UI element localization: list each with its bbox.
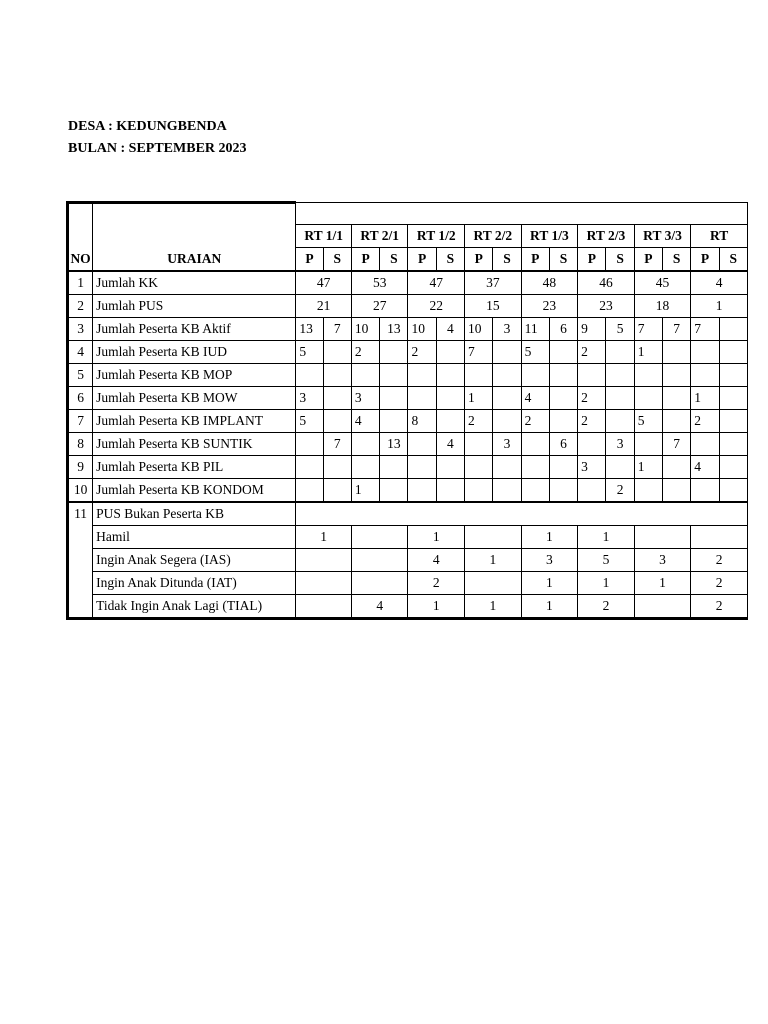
section-no: 11 <box>68 502 93 619</box>
row-value: 2 <box>578 594 635 618</box>
row-value: 22 <box>408 294 465 317</box>
s-value: 6 <box>549 432 577 455</box>
p-value: 2 <box>521 409 549 432</box>
s-value <box>663 409 691 432</box>
table-viewport <box>66 201 738 613</box>
p-header: P <box>521 247 549 271</box>
row-value: 1 <box>465 594 522 618</box>
row-label: Jumlah PUS <box>93 294 296 317</box>
row-label: Ingin Anak Segera (IAS) <box>93 548 296 571</box>
row-value: 5 <box>578 548 635 571</box>
rt-header-spacer <box>296 203 748 225</box>
uraian-header: URAIAN <box>93 247 296 271</box>
row-label: Jumlah Peserta KB KONDOM <box>93 478 296 502</box>
p-value <box>465 455 493 478</box>
s-value <box>549 340 577 363</box>
s-value <box>719 409 747 432</box>
p-value <box>408 455 436 478</box>
p-value <box>691 363 719 386</box>
s-value: 3 <box>606 432 634 455</box>
row-label: Jumlah Peserta KB IUD <box>93 340 296 363</box>
s-header: S <box>436 247 464 271</box>
s-value <box>323 386 351 409</box>
s-value <box>436 363 464 386</box>
p-value <box>465 363 493 386</box>
s-value <box>380 409 408 432</box>
row-no: 2 <box>68 294 93 317</box>
s-value <box>493 455 521 478</box>
row-value <box>465 571 522 594</box>
p-value <box>521 363 549 386</box>
s-value: 3 <box>493 317 521 340</box>
row-value: 18 <box>634 294 691 317</box>
p-value <box>351 455 379 478</box>
p-value: 2 <box>351 340 379 363</box>
row-value: 23 <box>521 294 578 317</box>
bulan-title: BULAN : SEPTEMBER 2023 <box>68 141 247 156</box>
p-value: 3 <box>296 386 323 409</box>
row-value: 21 <box>296 294 352 317</box>
p-value <box>408 432 436 455</box>
s-value <box>323 455 351 478</box>
table-row <box>68 317 748 340</box>
p-value: 2 <box>578 386 606 409</box>
s-value <box>493 409 521 432</box>
s-value: 7 <box>323 317 351 340</box>
row-value: 4 <box>408 548 465 571</box>
p-value <box>691 432 719 455</box>
no-header-cell-top <box>68 203 93 225</box>
row-label: Jumlah Peserta KB IMPLANT <box>93 409 296 432</box>
row-value: 47 <box>296 271 352 295</box>
s-value <box>719 340 747 363</box>
row-label: Jumlah Peserta KB MOW <box>93 386 296 409</box>
rt-group-header: RT <box>691 224 748 247</box>
s-header: S <box>663 247 691 271</box>
p-value: 7 <box>634 317 662 340</box>
p-value: 5 <box>634 409 662 432</box>
p-value: 5 <box>296 409 323 432</box>
s-value <box>549 386 577 409</box>
s-value <box>436 386 464 409</box>
table-row <box>68 455 748 478</box>
row-value: 1 <box>408 594 465 618</box>
row-no: 5 <box>68 363 93 386</box>
p-value <box>408 386 436 409</box>
p-value: 1 <box>351 478 379 502</box>
table-top-row <box>68 203 748 225</box>
table-row <box>68 271 748 295</box>
section-label: PUS Bukan Peserta KB <box>93 502 296 526</box>
p-header: P <box>296 247 323 271</box>
row-value: 1 <box>578 525 635 548</box>
p-value <box>296 455 323 478</box>
s-value <box>719 363 747 386</box>
row-value: 1 <box>521 571 578 594</box>
p-value: 8 <box>408 409 436 432</box>
p-value <box>465 478 493 502</box>
row-value <box>296 594 352 618</box>
p-value: 1 <box>691 386 719 409</box>
p-value: 5 <box>296 340 323 363</box>
row-value <box>634 525 691 548</box>
p-value <box>351 363 379 386</box>
kb-data-table <box>66 201 748 620</box>
row-no: 8 <box>68 432 93 455</box>
row-value <box>351 571 408 594</box>
p-value: 2 <box>408 340 436 363</box>
p-header: P <box>351 247 379 271</box>
p-value <box>465 432 493 455</box>
s-value <box>663 386 691 409</box>
row-value <box>296 548 352 571</box>
p-value: 11 <box>521 317 549 340</box>
row-value: 47 <box>408 271 465 295</box>
p-value: 5 <box>521 340 549 363</box>
rt-group-header: RT 3/3 <box>634 224 691 247</box>
row-value: 1 <box>634 571 691 594</box>
p-header: P <box>408 247 436 271</box>
s-value <box>436 455 464 478</box>
row-value: 1 <box>408 525 465 548</box>
p-value <box>521 478 549 502</box>
p-value <box>691 340 719 363</box>
s-value <box>380 386 408 409</box>
table-row <box>68 525 748 548</box>
p-value: 7 <box>465 340 493 363</box>
p-header: P <box>691 247 719 271</box>
s-header: S <box>380 247 408 271</box>
s-value: 4 <box>436 432 464 455</box>
s-value <box>606 455 634 478</box>
p-value: 2 <box>578 409 606 432</box>
s-value <box>663 478 691 502</box>
row-no: 10 <box>68 478 93 502</box>
s-value: 3 <box>493 432 521 455</box>
s-value: 6 <box>549 317 577 340</box>
table-row <box>68 594 748 618</box>
s-value <box>719 386 747 409</box>
table-row <box>68 294 748 317</box>
s-value <box>323 409 351 432</box>
table-row <box>68 548 748 571</box>
rt-group-header: RT 2/1 <box>351 224 408 247</box>
p-value <box>634 363 662 386</box>
p-value <box>296 432 323 455</box>
row-label: Hamil <box>93 525 296 548</box>
s-header: S <box>719 247 747 271</box>
s-value <box>323 478 351 502</box>
rt-group-header: RT 2/3 <box>578 224 635 247</box>
row-value <box>465 525 522 548</box>
s-value: 7 <box>323 432 351 455</box>
table-row <box>68 363 748 386</box>
s-value: 7 <box>663 432 691 455</box>
p-value <box>691 478 719 502</box>
s-value <box>663 363 691 386</box>
s-value <box>549 363 577 386</box>
p-value: 4 <box>521 386 549 409</box>
p-header: P <box>465 247 493 271</box>
row-no: 7 <box>68 409 93 432</box>
p-header: P <box>578 247 606 271</box>
row-value: 1 <box>521 594 578 618</box>
s-header: S <box>549 247 577 271</box>
p-value: 10 <box>408 317 436 340</box>
row-value: 3 <box>634 548 691 571</box>
desa-title: DESA : KEDUNGBENDA <box>68 119 227 134</box>
p-value: 2 <box>578 340 606 363</box>
s-value <box>549 409 577 432</box>
row-value: 2 <box>691 571 748 594</box>
p-value <box>578 432 606 455</box>
row-value: 3 <box>521 548 578 571</box>
s-value <box>606 386 634 409</box>
s-value <box>323 363 351 386</box>
document-header <box>68 116 247 160</box>
row-value: 23 <box>578 294 635 317</box>
p-value: 1 <box>634 340 662 363</box>
p-value <box>578 478 606 502</box>
s-value <box>380 478 408 502</box>
p-value: 13 <box>296 317 323 340</box>
p-value: 1 <box>465 386 493 409</box>
row-value: 45 <box>634 271 691 295</box>
p-value: 10 <box>351 317 379 340</box>
p-value <box>634 386 662 409</box>
rt-group-header: RT 1/3 <box>521 224 578 247</box>
row-value <box>296 571 352 594</box>
rt-group-header: RT 2/2 <box>465 224 522 247</box>
s-value <box>436 478 464 502</box>
s-value <box>663 455 691 478</box>
table-row <box>68 386 748 409</box>
row-value: 1 <box>465 548 522 571</box>
s-value <box>606 363 634 386</box>
row-value: 1 <box>691 294 748 317</box>
row-label: Jumlah Peserta KB Aktif <box>93 317 296 340</box>
row-value: 1 <box>578 571 635 594</box>
s-value: 7 <box>663 317 691 340</box>
row-value: 1 <box>521 525 578 548</box>
section-spacer <box>296 502 748 526</box>
row-value: 48 <box>521 271 578 295</box>
row-value: 37 <box>465 271 522 295</box>
row-no: 9 <box>68 455 93 478</box>
row-value: 2 <box>408 571 465 594</box>
p-value: 10 <box>465 317 493 340</box>
s-value <box>380 455 408 478</box>
row-value <box>351 548 408 571</box>
p-value: 3 <box>351 386 379 409</box>
row-value: 27 <box>351 294 408 317</box>
s-value <box>719 455 747 478</box>
row-no: 4 <box>68 340 93 363</box>
s-value <box>549 478 577 502</box>
p-value: 4 <box>351 409 379 432</box>
row-value: 2 <box>691 548 748 571</box>
table-row <box>68 432 748 455</box>
uraian-header-cell-mid <box>93 224 296 247</box>
row-label: Ingin Anak Ditunda (IAT) <box>93 571 296 594</box>
row-value: 2 <box>691 594 748 618</box>
row-label: Tidak Ingin Anak Lagi (TIAL) <box>93 594 296 618</box>
row-no: 1 <box>68 271 93 295</box>
table-row <box>68 409 748 432</box>
s-value <box>436 340 464 363</box>
s-value: 13 <box>380 317 408 340</box>
no-header-cell-mid <box>68 224 93 247</box>
row-label: Jumlah Peserta KB SUNTIK <box>93 432 296 455</box>
p-value: 2 <box>691 409 719 432</box>
s-value <box>493 386 521 409</box>
table-row <box>68 340 748 363</box>
p-value: 4 <box>691 455 719 478</box>
p-value: 2 <box>465 409 493 432</box>
s-value <box>719 432 747 455</box>
s-value <box>493 363 521 386</box>
p-header: P <box>634 247 662 271</box>
s-value <box>606 409 634 432</box>
s-value <box>663 340 691 363</box>
table-row <box>68 571 748 594</box>
s-header: S <box>493 247 521 271</box>
p-value <box>351 432 379 455</box>
row-label: Jumlah Peserta KB PIL <box>93 455 296 478</box>
row-value: 46 <box>578 271 635 295</box>
s-value <box>436 409 464 432</box>
row-value: 4 <box>691 271 748 295</box>
s-value <box>323 340 351 363</box>
row-value: 1 <box>296 525 352 548</box>
s-value: 5 <box>606 317 634 340</box>
p-value <box>296 478 323 502</box>
p-value <box>634 478 662 502</box>
no-header: NO <box>68 247 93 271</box>
row-value <box>351 525 408 548</box>
p-value <box>634 432 662 455</box>
s-header: S <box>606 247 634 271</box>
s-value: 4 <box>436 317 464 340</box>
s-value <box>719 317 747 340</box>
s-value <box>606 340 634 363</box>
s-value <box>493 478 521 502</box>
p-value <box>408 363 436 386</box>
row-value: 15 <box>465 294 522 317</box>
uraian-header-cell-top <box>93 203 296 225</box>
row-no: 6 <box>68 386 93 409</box>
s-value <box>549 455 577 478</box>
s-value <box>380 340 408 363</box>
p-value: 1 <box>634 455 662 478</box>
p-value <box>521 455 549 478</box>
s-value: 13 <box>380 432 408 455</box>
ps-subheader-row <box>68 247 748 271</box>
section-header-row <box>68 502 748 526</box>
row-value: 4 <box>351 594 408 618</box>
row-label: Jumlah Peserta KB MOP <box>93 363 296 386</box>
row-label: Jumlah KK <box>93 271 296 295</box>
s-value <box>719 478 747 502</box>
s-value: 2 <box>606 478 634 502</box>
p-value: 9 <box>578 317 606 340</box>
s-value <box>493 340 521 363</box>
rt-group-header: RT 1/2 <box>408 224 465 247</box>
p-value <box>408 478 436 502</box>
rt-group-header: RT 1/1 <box>296 224 352 247</box>
rt-group-header-row <box>68 224 748 247</box>
p-value <box>521 432 549 455</box>
s-header: S <box>323 247 351 271</box>
row-value: 53 <box>351 271 408 295</box>
row-no: 3 <box>68 317 93 340</box>
s-value <box>380 363 408 386</box>
row-value <box>634 594 691 618</box>
p-value: 7 <box>691 317 719 340</box>
p-value: 3 <box>578 455 606 478</box>
p-value <box>578 363 606 386</box>
table-row <box>68 478 748 502</box>
row-value <box>691 525 748 548</box>
p-value <box>296 363 323 386</box>
